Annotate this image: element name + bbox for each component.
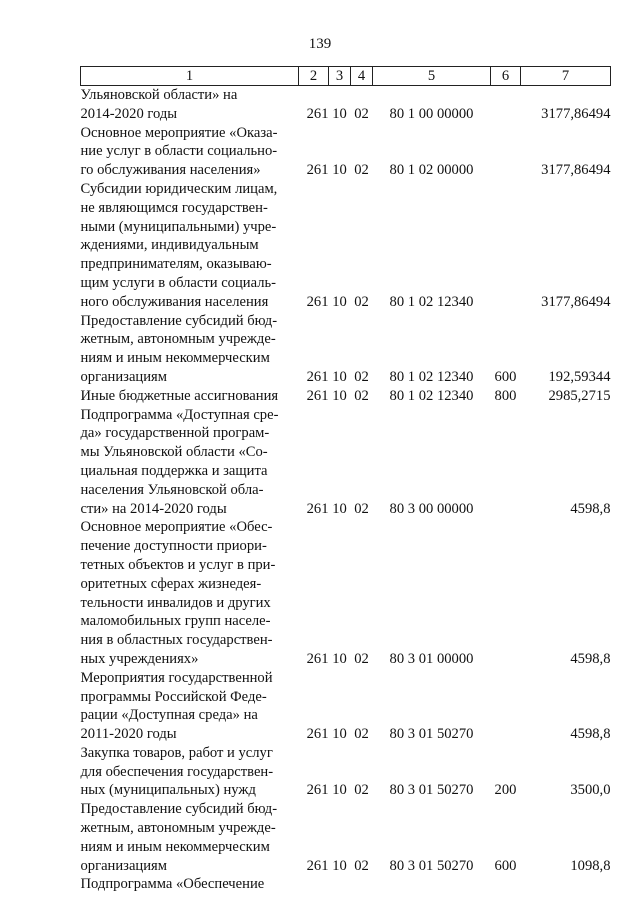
table-row	[81, 124, 611, 180]
row-target-article: 80 3 01 50270	[389, 857, 474, 874]
row-description: Иные бюджетные ассигнования	[80, 387, 279, 404]
row-admin-code: 261	[306, 105, 329, 122]
row-target-article	[373, 875, 491, 894]
page-number: 139	[308, 36, 332, 52]
row-subsection: 02	[354, 726, 369, 743]
row-admin-code: 261	[306, 162, 329, 179]
row-amount: 3177,86494	[541, 105, 611, 122]
column-header-2: 2	[299, 67, 329, 86]
row-admin-code: 261	[306, 368, 329, 385]
row-subsection: 02	[354, 387, 369, 404]
row-section: 10	[332, 293, 347, 310]
row-admin-code	[299, 875, 329, 894]
row-amount	[521, 875, 611, 894]
row-section: 10	[332, 105, 347, 122]
row-description: Предоставление субсидий бюд- жетным, автономным учрежде- ниям и иным некоммерческим организациям	[80, 312, 278, 385]
row-section: 10	[332, 162, 347, 179]
table-row	[81, 387, 611, 406]
row-description: Подпрограмма «Доступная сре- да» государственной програм- мы Ульяновской области «Со- циальная поддержка и защита населения Ульяновской обла- сти» на 2014-2020 годы	[80, 406, 279, 517]
row-expense-type	[491, 86, 521, 124]
row-subsection: 02	[354, 162, 369, 179]
row-subsection	[351, 875, 373, 894]
column-header-3: 3	[329, 67, 351, 86]
column-header-1: 1	[81, 67, 299, 86]
row-subsection: 02	[354, 105, 369, 122]
row-target-article: 80 3 01 00000	[389, 650, 474, 667]
row-expense-type: 600	[494, 368, 517, 385]
row-description: Предоставление субсидий бюд- жетным, автономным учрежде- ниям и иным некоммерческим организациям	[80, 801, 278, 874]
row-description: Мероприятия государственной программы Российской Феде- рации «Доступная среда» на 2011-2020 годы	[80, 669, 273, 743]
table-row	[81, 86, 611, 124]
row-description: Основное мероприятие «Обес- печение доступности приори- тетных объектов и услуг в при- оритетных сферах жизнедея- тельности инвалидов и других маломобильных групп населе- ния в областных государствен- ных учреждениях»	[80, 519, 276, 667]
row-expense-type	[491, 180, 521, 312]
row-description: Субсидии юридическим лицам, не являющимся государствен- ными (муниципальными) учре- ждениями, индивидуальным предпринимателям, оказываю- щим услуги в области социаль- ного обслуживания населения	[80, 180, 278, 310]
row-admin-code: 261	[306, 387, 329, 404]
row-description: Ульяновской области» на 2014-2020 годы	[80, 87, 238, 122]
row-admin-code: 261	[306, 650, 329, 667]
row-amount: 3177,86494	[541, 162, 611, 179]
column-header-6: 6	[491, 67, 521, 86]
column-header-4: 4	[351, 67, 373, 86]
row-amount: 2985,2715	[548, 387, 611, 404]
row-target-article: 80 1 02 00000	[389, 162, 474, 179]
row-subsection: 02	[354, 782, 369, 799]
table-row	[81, 875, 611, 894]
row-subsection: 02	[354, 500, 369, 517]
row-section: 10	[332, 368, 347, 385]
table-row	[81, 312, 611, 387]
row-admin-code: 261	[306, 782, 329, 799]
row-section	[329, 875, 351, 894]
row-section: 10	[332, 650, 347, 667]
column-header-5: 5	[373, 67, 491, 86]
row-admin-code: 261	[306, 500, 329, 517]
row-amount: 4598,8	[570, 650, 611, 667]
row-subsection: 02	[354, 857, 369, 874]
row-target-article: 80 3 01 50270	[389, 726, 474, 743]
table-row	[81, 800, 611, 875]
row-expense-type: 200	[494, 782, 517, 799]
row-amount: 4598,8	[570, 726, 611, 743]
row-expense-type: 600	[494, 857, 517, 874]
row-section: 10	[332, 726, 347, 743]
row-amount: 4598,8	[570, 500, 611, 517]
row-target-article: 80 3 00 00000	[389, 500, 474, 517]
row-amount: 3500,0	[570, 782, 611, 799]
table-row	[81, 744, 611, 800]
table-row	[81, 180, 611, 312]
row-section: 10	[332, 857, 347, 874]
row-amount: 3177,86494	[541, 293, 611, 310]
row-section: 10	[332, 500, 347, 517]
row-expense-type	[491, 518, 521, 668]
row-expense-type	[491, 669, 521, 744]
row-description: Основное мероприятие «Оказа- ние услуг в области социально- го обслуживания населения»	[80, 124, 278, 179]
column-header-7: 7	[521, 67, 611, 86]
table-row	[81, 406, 611, 519]
row-amount: 1098,8	[570, 857, 611, 874]
row-description: Подпрограмма «Обеспечение	[80, 876, 265, 893]
row-target-article: 80 1 02 12340	[389, 368, 474, 385]
row-expense-type: 800	[494, 387, 517, 404]
row-amount: 192,59344	[548, 368, 611, 385]
row-subsection: 02	[354, 368, 369, 385]
row-target-article: 80 1 02 12340	[389, 387, 474, 404]
budget-table	[80, 66, 611, 894]
row-admin-code: 261	[306, 726, 329, 743]
row-subsection: 02	[354, 650, 369, 667]
table-header-row	[81, 67, 611, 86]
table-row	[81, 669, 611, 744]
row-admin-code: 261	[306, 857, 329, 874]
row-expense-type	[491, 406, 521, 519]
row-target-article: 80 1 00 00000	[389, 105, 474, 122]
row-admin-code: 261	[306, 293, 329, 310]
row-expense-type	[491, 124, 521, 180]
row-expense-type	[491, 875, 521, 894]
row-target-article: 80 3 01 50270	[389, 782, 474, 799]
row-section: 10	[332, 387, 347, 404]
row-subsection: 02	[354, 293, 369, 310]
table-row	[81, 518, 611, 668]
row-target-article: 80 1 02 12340	[389, 293, 474, 310]
row-section: 10	[332, 782, 347, 799]
row-description: Закупка товаров, работ и услуг для обеспечения государствен- ных (муниципальных) нужд	[80, 744, 274, 799]
